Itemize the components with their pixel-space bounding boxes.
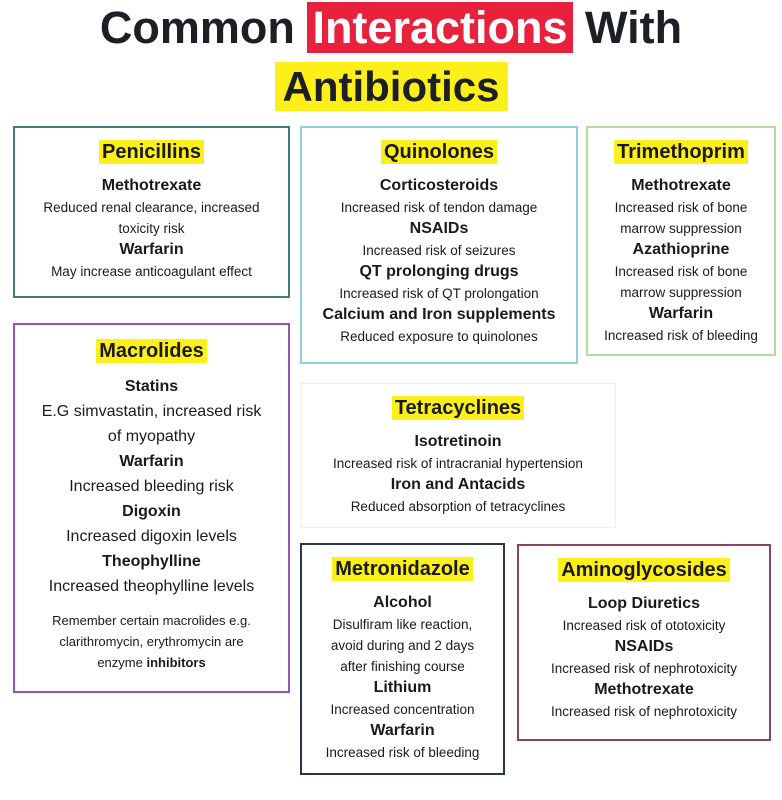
drug-name: Methotrexate bbox=[101, 177, 202, 194]
drug-name: Warfarin bbox=[119, 453, 184, 470]
drug-name: Azathioprine bbox=[632, 241, 730, 258]
drug-name: Statins bbox=[124, 378, 179, 395]
drug-effect: May increase anticoagulant effect bbox=[51, 264, 252, 279]
card-aminoglycosides bbox=[517, 544, 771, 741]
card-heading: Penicillins bbox=[99, 140, 204, 164]
drug-effect: Increased concentration bbox=[330, 702, 475, 717]
drug-effect: Reduced exposure to quinolones bbox=[340, 329, 538, 344]
drug-effect: Increased risk of tendon damage bbox=[340, 200, 538, 215]
drug-name: Theophylline bbox=[102, 553, 201, 570]
card-heading: Aminoglycosides bbox=[558, 558, 730, 582]
drug-name: Loop Diuretics bbox=[587, 595, 700, 612]
drug-effect: Increased risk of QT prolongation bbox=[339, 286, 539, 301]
drug-name: Methotrexate bbox=[631, 177, 731, 194]
card-heading: Metronidazole bbox=[332, 557, 472, 581]
drug-effect: Increased risk of nephrotoxicity bbox=[550, 661, 738, 676]
macrolide-note-line bbox=[15, 652, 288, 673]
drug-name: Lithium bbox=[373, 679, 432, 696]
drug-effect: Increased risk of ototoxicity bbox=[562, 618, 726, 633]
drug-name: NSAIDs bbox=[614, 638, 674, 655]
drug-effect: Reduced absorption of tetracyclines bbox=[350, 499, 566, 514]
card-heading: Tetracyclines bbox=[392, 396, 524, 420]
drug-effect: Increased risk of bone bbox=[614, 264, 748, 279]
drug-name: Calcium and Iron supplements bbox=[322, 306, 556, 323]
drug-name: NSAIDs bbox=[409, 220, 469, 237]
drug-effect: Increased bleeding risk bbox=[69, 478, 234, 495]
drug-effect: Reduced renal clearance, increased bbox=[43, 200, 260, 215]
drug-effect: toxicity risk bbox=[118, 221, 185, 236]
drug-effect: Increased theophylline levels bbox=[48, 578, 255, 595]
drug-name: Methotrexate bbox=[594, 681, 694, 698]
card-heading: Quinolones bbox=[381, 140, 497, 164]
drug-name: Iron and Antacids bbox=[390, 476, 526, 493]
drug-effect: Increased risk of bleeding bbox=[325, 745, 480, 760]
drug-name: Alcohol bbox=[373, 594, 432, 611]
card-heading: Trimethoprim bbox=[614, 140, 748, 164]
drug-name: Warfarin bbox=[648, 305, 714, 322]
note-bold-text: inhibitors bbox=[146, 655, 206, 670]
drug-name: Warfarin bbox=[370, 722, 435, 739]
drug-name: Isotretinoin bbox=[414, 433, 502, 450]
drug-effect: after finishing course bbox=[340, 659, 465, 674]
page-title-line-2 bbox=[0, 62, 782, 112]
card-heading: Macrolides bbox=[96, 339, 206, 363]
card-metronidazole bbox=[300, 543, 505, 775]
card-macrolides bbox=[13, 323, 290, 693]
card-quinolones bbox=[300, 126, 578, 364]
drug-effect: of myopathy bbox=[107, 428, 196, 445]
drug-effect: Increased risk of bone bbox=[614, 200, 748, 215]
drug-effect: Increased risk of intracranial hypertension bbox=[333, 456, 583, 471]
drug-effect: Increased risk of nephrotoxicity bbox=[550, 704, 738, 719]
macrolide-note-line: Remember certain macrolides e.g. bbox=[52, 613, 251, 628]
macrolide-note-line: clarithromycin, erythromycin are bbox=[59, 634, 244, 649]
card-tetracyclines bbox=[300, 383, 616, 528]
card-trimethoprim bbox=[586, 126, 776, 356]
drug-effect: avoid during and 2 days bbox=[330, 638, 475, 653]
title-word-common: Common bbox=[99, 2, 295, 53]
title-highlight-antibiotics: Antibiotics bbox=[275, 62, 508, 111]
drug-effect: marrow suppression bbox=[620, 221, 742, 236]
drug-effect: Disulfiram like reaction, bbox=[332, 617, 473, 632]
card-penicillins bbox=[13, 126, 290, 298]
title-word-with: With bbox=[585, 2, 683, 53]
drug-effect: Increased risk of seizures bbox=[362, 243, 516, 258]
drug-name: Warfarin bbox=[119, 241, 184, 258]
title-highlight-interactions: Interactions bbox=[307, 2, 572, 53]
drug-effect: E.G simvastatin, increased risk bbox=[41, 403, 262, 420]
drug-name: Corticosteroids bbox=[379, 177, 499, 194]
note-text: enzyme bbox=[97, 655, 143, 670]
drug-effect: Increased risk of bleeding bbox=[604, 328, 758, 343]
page-title-line-1 bbox=[0, 2, 782, 54]
drug-name: Digoxin bbox=[122, 503, 181, 520]
drug-effect: marrow suppression bbox=[620, 285, 742, 300]
drug-name: QT prolonging drugs bbox=[359, 263, 519, 280]
drug-effect: Increased digoxin levels bbox=[66, 528, 237, 545]
